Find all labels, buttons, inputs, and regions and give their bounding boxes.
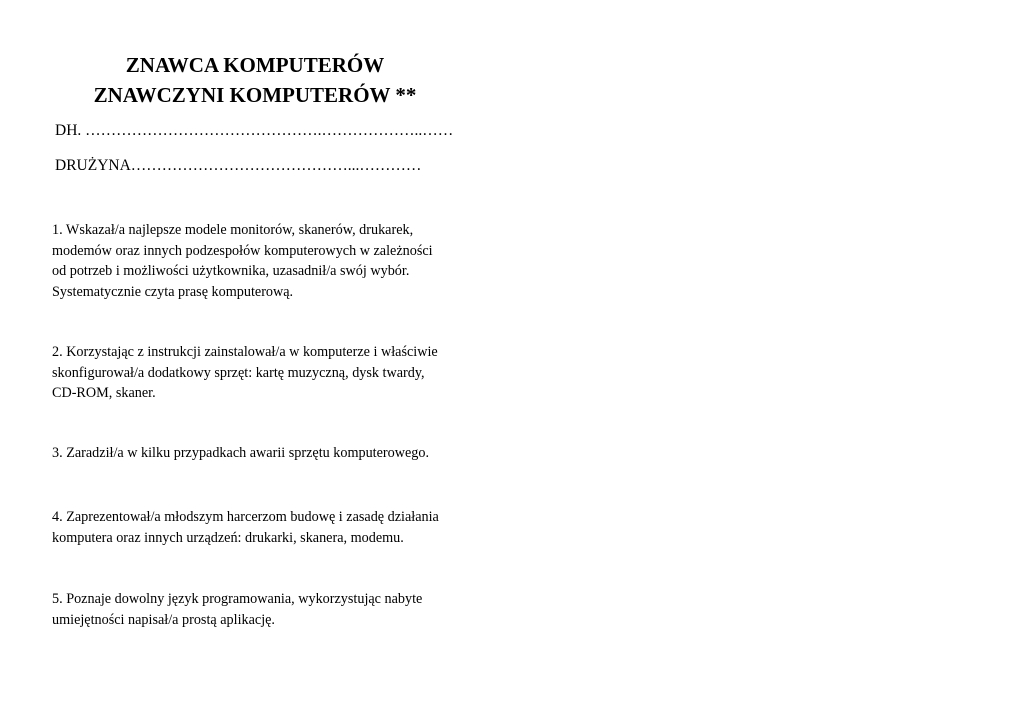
requirement-5 (52, 589, 472, 630)
requirement-line: CD-ROM, skaner. (52, 385, 156, 401)
requirement-line: 5. Poznaje dowolny język programowania, wykorzystując nabyte (52, 591, 423, 607)
requirement-line: Systematycznie czyta prasę komputerową. (52, 283, 294, 300)
requirement-line: 1. Wskazał/a najlepsze modele monitorów, skanerów, drukarek, (52, 222, 414, 238)
requirement-line: umiejętności napisał/a prostą aplikację. (52, 611, 275, 628)
requirement-line: komputera oraz innych urządzeń: drukarki, skanera, modemu. (52, 529, 404, 546)
requirement-1 (52, 220, 472, 302)
scout-name-field: DH. ……………………………………….………………..…… (55, 122, 454, 139)
requirement-line: skonfigurował/a dodatkowy sprzęt: kartę muzyczną, dysk twardy, (52, 364, 425, 381)
requirement-line: 3. Zaradził/a w kilku przypadkach awarii sprzętu komputerowego. (52, 445, 430, 461)
requirement-3 (52, 443, 472, 464)
requirement-line: 4. Zaprezentował/a młodszym harcerzom budowę i zasadę działania (52, 509, 439, 525)
team-name-field: DRUŻYNA……………………………………...………… (55, 157, 422, 174)
page-subtitle: ZNAWCZYNI KOMPUTERÓW ** (93, 83, 417, 107)
requirement-line: od potrzeb i możliwości użytkownika, uzasadnił/a swój wybór. (52, 263, 410, 279)
requirement-line: modemów oraz innych podzespołów komputerowych w zależności (52, 242, 433, 259)
page-title: ZNAWCA KOMPUTERÓW (125, 53, 385, 77)
requirement-line: 2. Korzystając z instrukcji zainstalował/a w komputerze i właściwie (52, 344, 438, 360)
requirement-2 (52, 342, 472, 404)
requirement-4 (52, 507, 472, 548)
